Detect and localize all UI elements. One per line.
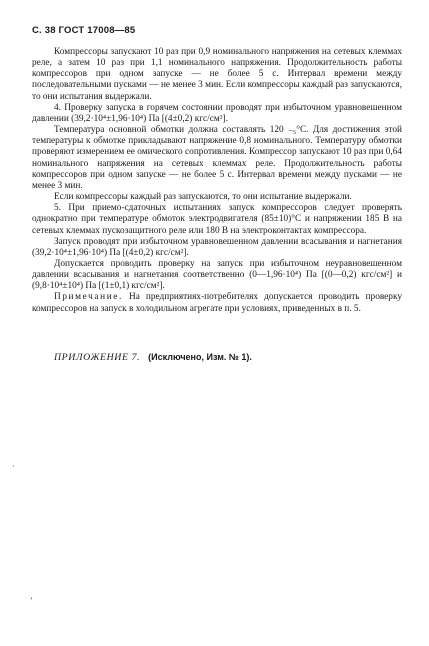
paragraph-2: 4. Проверку запуска в горячем состоянии проводят при избыточном уравновешенном давлении (39,2·10⁴±1,96·10⁴) Па [(4±0,2) кгс/см²]. bbox=[32, 102, 402, 124]
note-text: На предприятиях-потребителях допускается проводить проверку компрессоров на запуск в холодильном агрегате при условиях, приведенных в п. 5. bbox=[32, 292, 402, 314]
document-body bbox=[32, 47, 402, 315]
paragraph-5: 5. При приемо-сдаточных испытаниях запуск компрессоров следует проверять однократно при температуре обмоток электродвигателя (85±10)°С и напряжении 185 В на сетевых клеммах пускозащитного реле или 180 В на электроконтактах компрессора. bbox=[32, 203, 402, 236]
appendix-line bbox=[54, 352, 252, 363]
paragraph-1: Компрессоры запускают 10 раз при 0,9 номинального напряжения на сетевых клеммах реле, а затем 10 раз при 1,1 номинального напряжения. Продолжительность работы компрессоров при одном запуске — не более 5 с. Интервал времени между последовательными пусками — не менее 3 мин. Если компрессоры каждый раз запускаются, то они испытания выдержали. bbox=[32, 47, 402, 102]
paragraph-4: Если компрессоры каждый раз запускаются, то они испытание выдержали. bbox=[54, 192, 352, 203]
page-header: С. 38 ГОСТ 17008—85 bbox=[32, 25, 136, 36]
appendix-status: (Исключено, Изм. № 1). bbox=[148, 352, 252, 362]
scan-speck: · bbox=[12, 462, 15, 471]
paragraph-6: Запуск проводят при избыточном уравновешенном давлении всасывания и нагнетания (39,2·10⁴±1,96·10⁴) Па [(4±0,2) кгс/см²]. bbox=[32, 236, 402, 258]
note-label: Примечание. bbox=[54, 292, 123, 303]
note bbox=[32, 292, 402, 314]
paragraph-3: Температура основной обмотки должна составлять 120 ₋₅°С. Для достижения этой температуры к обмотке прикладывают напряжение 0,8 номинального. Температуру обмотки проверяют измерением ее омического сопротивления. Компрессор запускают 10 раз при 0,64 номинального напряжения на сетевых клеммах реле. Продолжительность работы компрессоров при одном запуске — не более 5 с. Интервал времени между пусками — не менее 3 мин. bbox=[32, 125, 402, 191]
appendix-title: ПРИЛОЖЕНИЕ 7. bbox=[54, 352, 141, 363]
scan-speck: ʼ bbox=[30, 596, 33, 605]
paragraph-7: Допускается проводить проверку на запуск при избыточном неуравновешенном давлении всасывания и нагнетания соответственно (0—1,96·10⁴) Па [(0—0,2) кгс/см²] и (9,8·10⁴±10⁴) Па [(1±0,1) кгс/см²]. bbox=[32, 258, 402, 292]
